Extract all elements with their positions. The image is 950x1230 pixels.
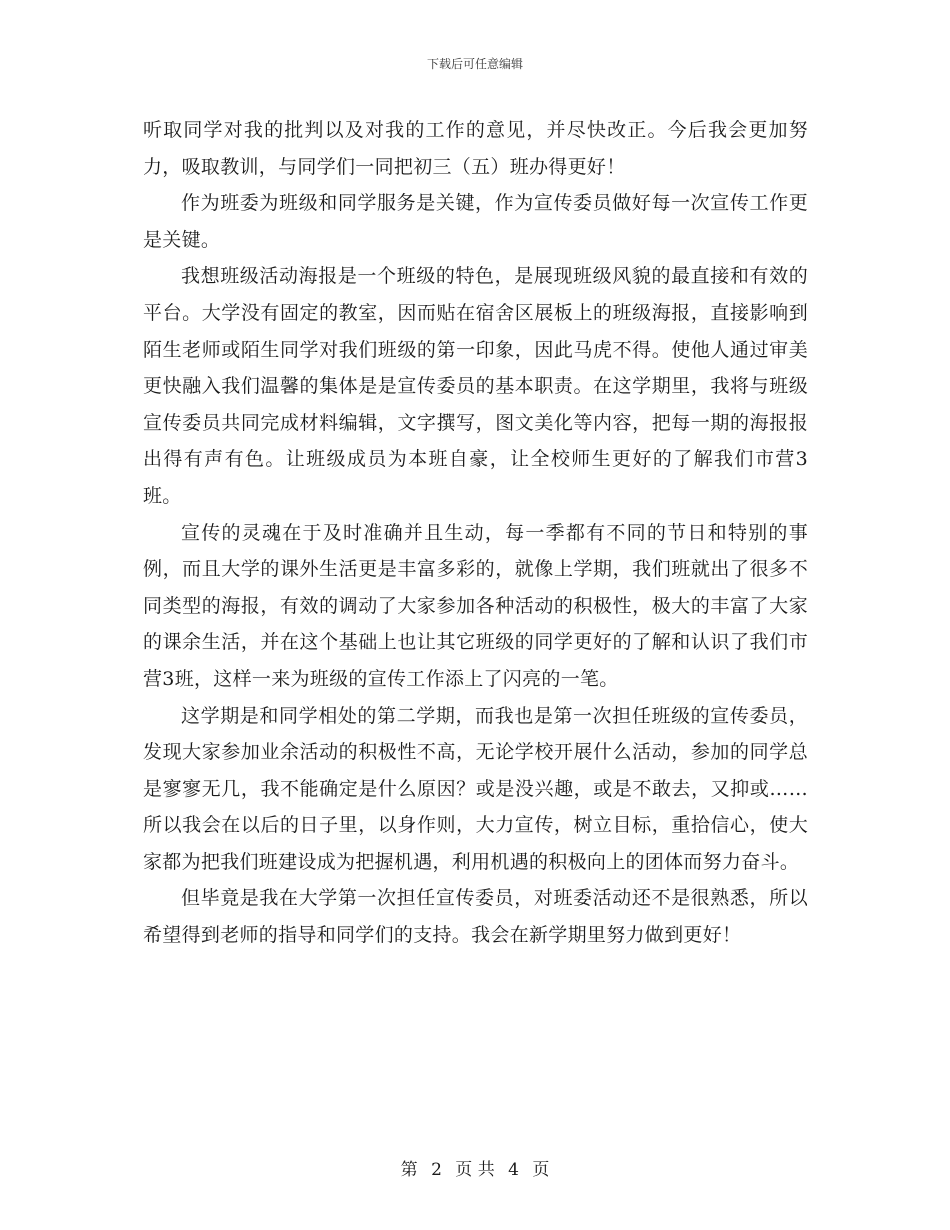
document-body: [143, 112, 808, 954]
current-page-number: 2: [431, 1160, 442, 1180]
page-number-middle: 页 共: [455, 1160, 495, 1180]
total-page-number: 4: [508, 1160, 519, 1180]
paragraph: 这学期是和同学相处的第二学期，而我也是第一次担任班级的宣传委员，发现大家参加业余活动的积极性不高，无论学校开展什么活动，参加的同学总是寥寥无几，我不能确定是什么原因？或是没兴趣，或是不敢去，又抑或……所以我会在以后的日子里，以身作则，大力宣传，树立目标，重拾信心，使大家都为把我们班建设成为把握机遇，利用机遇的积极向上的团体而努力奋斗。: [143, 704, 808, 873]
page-number-prefix: 第: [400, 1160, 418, 1180]
paragraph: 但毕竟是我在大学第一次担任宣传委员，对班委活动还不是很熟悉，所以希望得到老师的指导和同学们的支持。我会在新学期里努力做到更好！: [143, 887, 808, 947]
page-footer: [0, 1155, 950, 1180]
paragraph-continuation: 听取同学对我的批判以及对我的工作的意见，并尽快改正。今后我会更加努力，吸取教训，与同学们一同把初三（五）班办得更好！: [143, 119, 808, 178]
paragraph: 宣传的灵魂在于及时准确并且生动，每一季都有不同的节日和特别的事例，而且大学的课外生活更是丰富多彩的，就像上学期，我们班就出了很多不同类型的海报，有效的调动了大家参加各种活动的积极性，极大的丰富了大家的课余生活，并在这个基础上也让其它班级的同学更好的了解和认识了我们市营3班，这样一来为班级的宣传工作添上了闪亮的一笔。: [143, 521, 808, 690]
paragraph: 我想班级活动海报是一个班级的特色，是展现班级风貌的最直接和有效的平台。大学没有固定的教室，因而贴在宿舍区展板上的班级海报，直接影响到陌生老师或陌生同学对我们班级的第一印象，因此马虎不得。使他人通过审美更快融入我们温馨的集体是是宣传委员的基本职责。在这学期里，我将与班级宣传委员共同完成材料编辑，文字撰写，图文美化等内容，把每一期的海报报出得有声有色。让班级成员为本班自豪，让全校师生更好的了解我们市营3班。: [143, 265, 808, 507]
page-number-suffix: 页: [532, 1160, 550, 1180]
page-header: [0, 55, 950, 72]
paragraph: 作为班委为班级和同学服务是关键，作为宣传委员做好每一次宣传工作更是关键。: [143, 192, 808, 251]
header-text: 下载后可任意编辑: [426, 57, 523, 71]
